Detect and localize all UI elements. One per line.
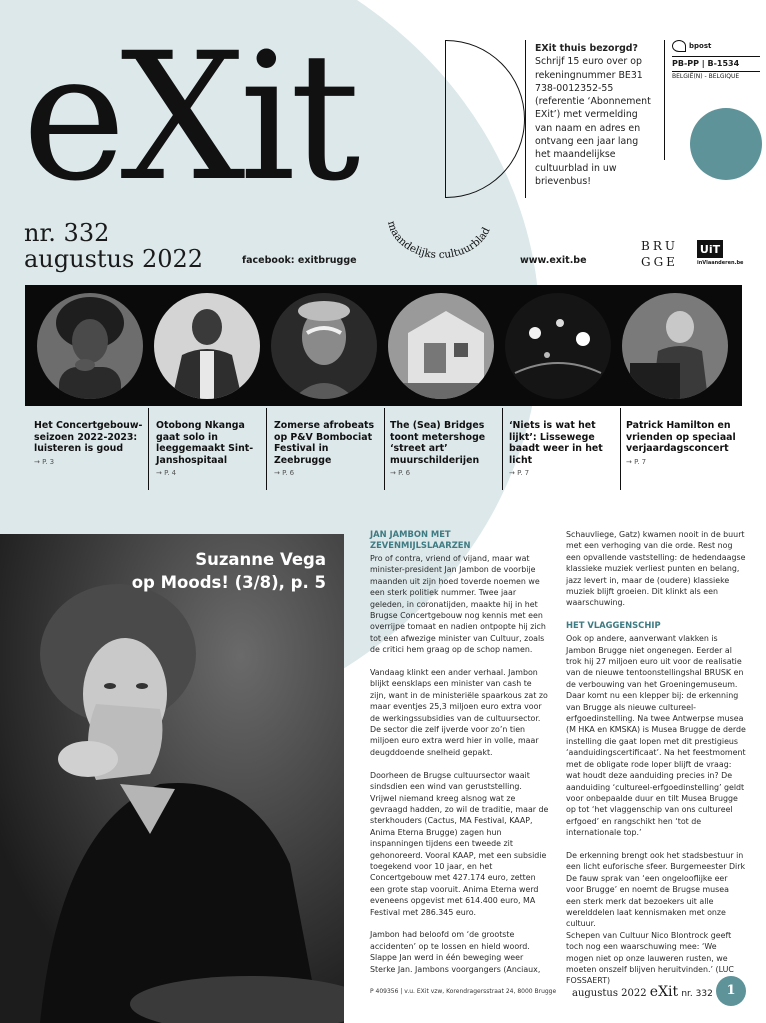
teaser-item[interactable]: [156, 420, 268, 480]
teaser-photo-6[interactable]: [622, 293, 728, 399]
logo-divider: [445, 40, 446, 198]
cover-photo-caption: [132, 548, 326, 594]
teaser-item[interactable]: [34, 420, 146, 468]
bpost-logo: [672, 40, 760, 52]
exit-logo: eXit: [22, 15, 355, 220]
teaser-title: Zomerse afrobeats op P&V Bombociat Festival in Zeebrugge: [274, 420, 375, 466]
cover-caption-line2: op Moods! (3/8), p. 5: [131, 573, 326, 592]
facebook-handle: facebook: exitbrugge: [242, 255, 357, 266]
footer-logo: eXit: [649, 984, 679, 1000]
issue-info: [24, 220, 203, 272]
header-divider-right: [664, 40, 665, 160]
teal-circle: [690, 108, 762, 180]
footer-issue: [572, 984, 713, 1000]
brugge-logo-line1: BRU: [641, 239, 678, 253]
cover-photo-image: [0, 534, 344, 1023]
footer-number: nr. 332: [681, 989, 713, 999]
teaser-photo-5[interactable]: [505, 293, 611, 399]
svg-text:maandelijks cultuurblad: [385, 220, 493, 262]
brugge-logo: [641, 238, 678, 270]
footer-date: augustus 2022: [572, 988, 647, 999]
teaser-photo-3[interactable]: [271, 293, 377, 399]
bpost-horn-icon: [672, 40, 686, 52]
article-heading-1-line1: JAN JAMBON MET: [370, 529, 451, 539]
article-heading-2: HET VLAGGENSCHIP: [566, 620, 661, 631]
teaser-page-ref: → P. 7: [509, 469, 530, 478]
article-heading-1: [370, 529, 550, 551]
subscription-text: Schrijf 15 euro over op rekeningnummer BE31 738-0012352-55 (referentie ‘Abonnement EXit’) met vermelding van naam en adres en ontvang een jaar lang het maandelijkse cultuurblad in uw brievenbus!: [535, 56, 651, 187]
uit-logo-mark: UiT: [697, 240, 723, 258]
teaser-title: Het Concertgebouw-seizoen 2022-2023: luisteren is goud: [34, 420, 143, 455]
article-paragraph: Pro of contra, vriend of vijand, maar wat minister-president Jan Jambon de voorbije maanden uit zijn hoed toverde noemen we een sterk politiek nummer. Twee jaar geleden, in coronatijden, maakte hij in het Brugse Concertgebouw nog kennis met een overrijpe tomaat en nadien ontpopte hij zich tot een afwezige minister van Cultuur, zoals de critici hem graag op de schop namen.: [370, 554, 546, 655]
subscription-box: [535, 42, 655, 188]
teaser-list: [34, 420, 746, 484]
subscription-heading: EXit thuis bezorgd?: [535, 43, 638, 54]
page-number-badge: 1: [716, 976, 746, 1006]
teaser-page-ref: → P. 3: [34, 457, 55, 466]
teaser-photo-strip: [25, 285, 742, 406]
teaser-item[interactable]: [390, 420, 502, 480]
article-paragraph: Jambon had beloofd om ‘de grootste accidenten’ op te lossen en hield woord. Slappe Jan werd in één beweging weer Sterke Jan. Jambons voorgangers (Anciaux,: [370, 930, 541, 974]
website-link[interactable]: www.exit.be: [520, 255, 587, 266]
teaser-item[interactable]: [274, 420, 386, 480]
teaser-title: The (Sea) Bridges toont metershoge ‘street art’ muurschilderijen: [390, 420, 486, 466]
postage-box: [672, 40, 760, 82]
header-divider: [525, 40, 526, 198]
article-paragraph: Doorheen de Brugse cultuursector waait sindsdien een wind van geruststelling. Vrijwel niemand kreeg alsnog wat ze gevraagd hadden, zo wil de traditie, maar de sterkhouders (Cactus, MA Festival, KAAP, Anima Eterna Brugge) zagen hun inspanningen tijdens een tweede zit gehonoreerd. Vooral KAAP, met een subsidie toegekend voor 10 jaar, en het Concertgebouw met 427.174 euro, zetten een grote stap vooruit. Anima Eterna werd eveneens opgevist met 614.400 euro, MA Festival met 286.345 euro.: [370, 770, 549, 917]
article-paragraph: Ook op andere, aanverwant vlakken is Jambon Brugge niet ongenegen. Eerder al trok hij 27 miljoen euro uit voor de realisatie van de nieuwe tentoonstellingshal BRUSK en de verbouwing van het Groeningemuseum. Daar komt nu een klepper bij: de erkenning van Brugge als nieuwe cultureel-erfgoedinstelling. Na twee Antwerpse musea (M HKA en KMSKA) is Musea Brugge de derde instelling die gaat lopen met dit prestigieus ‘aanduidingscertificaat’. Na het feestmoment met de obligate rode loper blijft de vraag: wat houdt deze aanduiding precies in? De aanduiding ‘cultureel-erfgoedinstelling’ geldt voor onbepaalde duur en tilt Musea Brugge op tot ‘het vlaggenschip van ons cultureel erfgoed’ en rangschikt hen ‘tot de internationale top.’: [566, 634, 746, 838]
article-column-right: [566, 529, 746, 998]
tagline-arc: [380, 210, 500, 270]
bpost-brand: bpost: [689, 42, 712, 50]
issue-date: augustus 2022: [24, 245, 204, 273]
teaser-title: ‘Niets is wat het lijkt’: Lissewege baadt weer in het licht: [509, 420, 603, 466]
teaser-photo-2[interactable]: [154, 293, 260, 399]
teaser-title: Patrick Hamilton en vrienden op speciaal verjaardagsconcert: [626, 420, 736, 455]
teaser-page-ref: → P. 6: [274, 469, 295, 478]
teaser-page-ref: → P. 4: [156, 469, 177, 478]
article-paragraph: Schauvliege, Gatz) kwamen nooit in de buurt met een verhoging van die orde. Rest nog een opvallende vaststelling: de hedendaagse klassieke muziek verliest punten en belang, jazz levert in, maar de (oudere) klassieke muziek blijft groeien. Dit klinkt als een waarschuwing.: [566, 530, 746, 608]
article-heading-1-line2: ZEVENMIJLSLAARZEN: [370, 540, 471, 550]
teaser-photo-4[interactable]: [388, 293, 494, 399]
postage-code: PB-PP | B-1534: [672, 56, 760, 72]
brugge-logo-line2: GGE: [641, 255, 678, 269]
cover-caption-line1: Suzanne Vega: [195, 550, 326, 569]
teaser-item[interactable]: [626, 420, 738, 468]
teaser-photo-1[interactable]: [37, 293, 143, 399]
logo-half-circle: [445, 40, 525, 198]
teaser-item[interactable]: [509, 420, 621, 480]
footer-address: P 409356 | v.u. EXit vzw, Korendragersstraat 24, 8000 Brugge: [370, 988, 557, 995]
cover-photo: [0, 534, 344, 1023]
teaser-page-ref: → P. 6: [390, 469, 411, 478]
article-column-left: [370, 529, 550, 986]
postage-region: BELGIË(N) - BELGIQUE: [672, 73, 740, 80]
teaser-title: Otobong Nkanga gaat solo in leeggemaakt Sint-Janshospitaal: [156, 420, 254, 466]
article-paragraph: De erkenning brengt ook het stadsbestuur in een licht euforische sfeer. Burgemeester Dirk De fauw sprak van ‘een ongelooflijke eer voor Brugge’ en noemt de Brugse musea een sterk merk dat bezoekers uit alle werelddelen laat kennismaken met onze cultuur.: [566, 850, 746, 929]
tagline-text: maandelijks cultuurblad: [384, 219, 493, 262]
uit-logo-sub: inVlaanderen.be: [697, 260, 744, 266]
article-paragraph: Schepen van Cultuur Nico Blontrock geeft toch nog een waarschuwing mee: ‘We mogen niet op onze lauweren rusten, we moeten onszelf blijven heruitvinden.’ (LUC FOSSAERT): [566, 930, 734, 986]
uit-logo: [697, 240, 743, 266]
teaser-page-ref: → P. 7: [626, 457, 647, 466]
article-paragraph: Vandaag klinkt een ander verhaal. Jambon blijkt eensklaps een minister van cash te zijn, want in de ministeriële spaarkous zat zo maar eventjes 25,3 miljoen euro extra voor de werkingssubsidies van de cultuursector. De sector die zelf ijverde voor zo’n tien miljoen euro extra werd hier in volle, maar deugddoende snelheid gepakt.: [370, 668, 548, 757]
issue-number: nr. 332: [24, 219, 110, 247]
